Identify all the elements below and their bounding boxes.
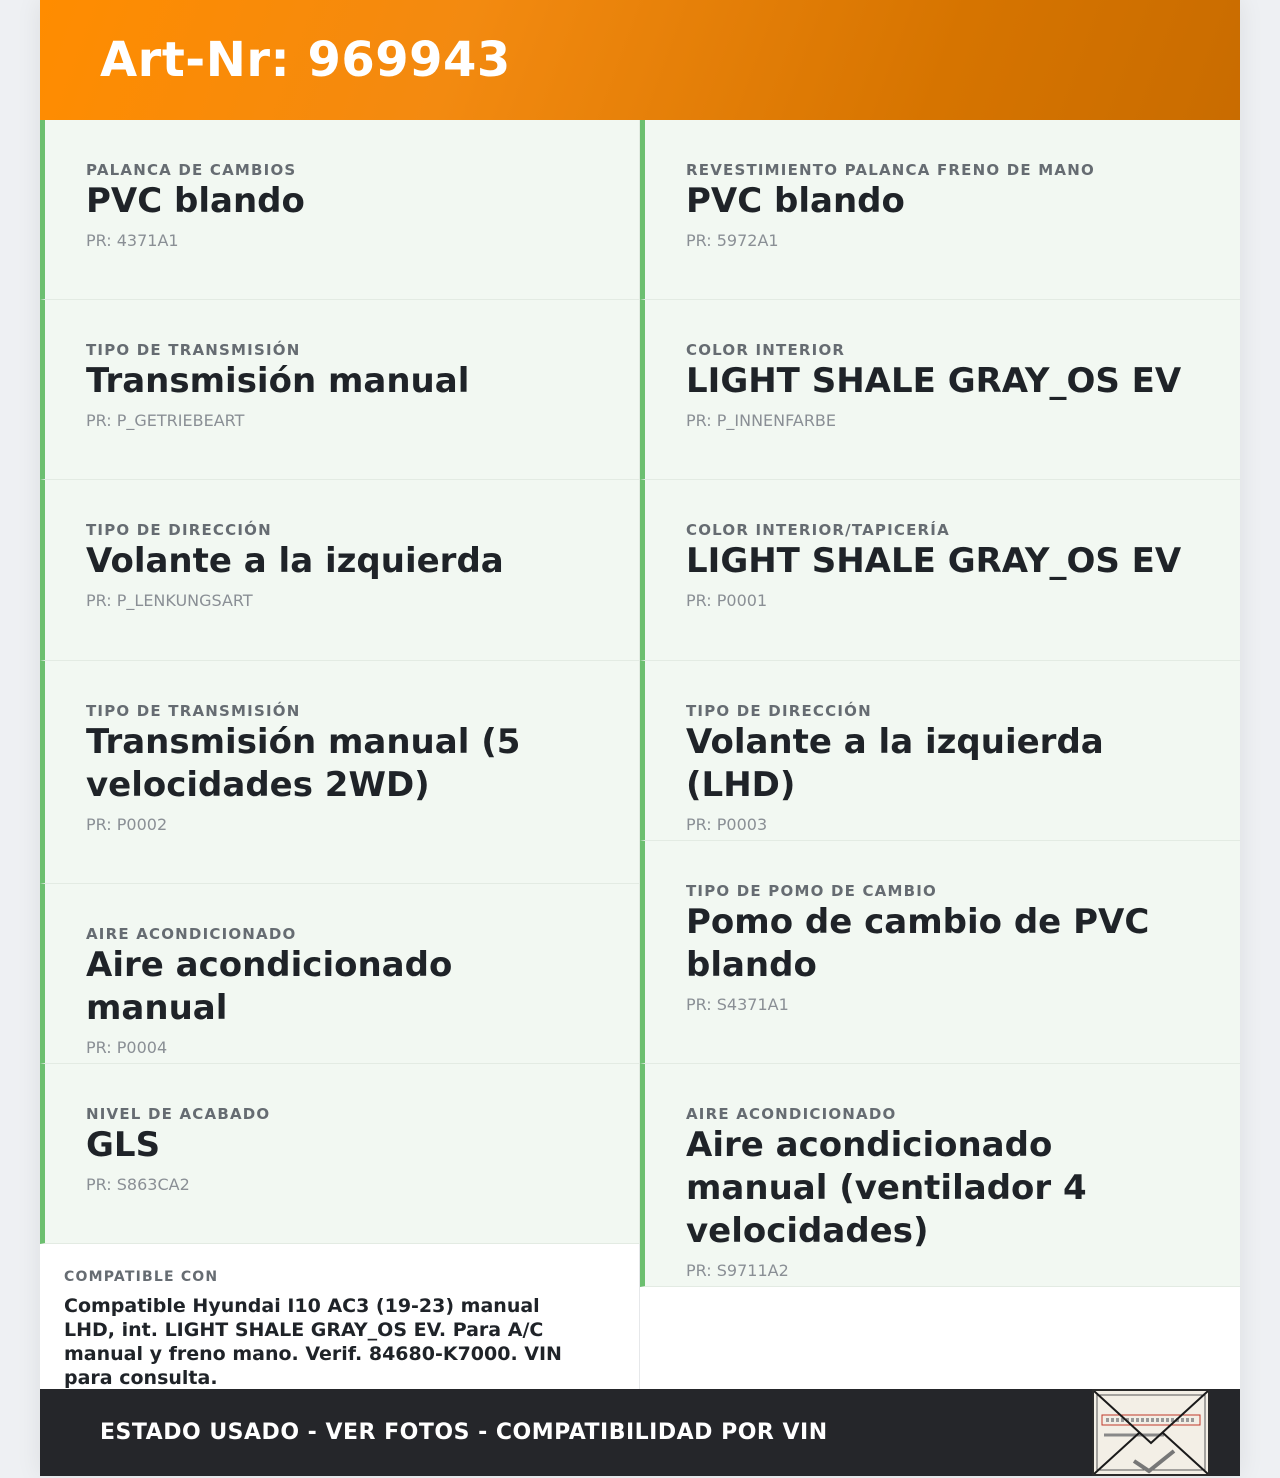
- spec-value: PVC blando: [686, 181, 905, 221]
- spec-cell: [640, 480, 1240, 661]
- article-number-title: Art-Nr: 969943: [100, 32, 511, 88]
- spec-label: NIVEL DE ACABADO: [86, 1105, 271, 1123]
- spec-value: LIGHT SHALE GRAY_OS EV: [686, 541, 1182, 581]
- spec-pr-code: PR: P_LENKUNGSART: [86, 591, 253, 610]
- spec-value: Aire acondicionado manual: [86, 945, 453, 1028]
- spec-label: COLOR INTERIOR: [686, 341, 846, 359]
- footer-text: ESTADO USADO - VER FOTOS - COMPATIBILIDAD POR VIN: [100, 1420, 828, 1445]
- footer-bar: [40, 1389, 1240, 1476]
- spec-pr-code: PR: P0003: [686, 815, 768, 834]
- spec-cell: [640, 841, 1240, 1064]
- spec-label: TIPO DE TRANSMISIÓN: [86, 341, 301, 359]
- spec-cell: [640, 300, 1240, 480]
- spec-label: AIRE ACONDICIONADO: [86, 925, 297, 943]
- spec-pr-code: PR: P_INNENFARBE: [686, 411, 837, 430]
- spec-column-left: [40, 120, 640, 1389]
- spec-value: LIGHT SHALE GRAY_OS EV: [686, 361, 1182, 401]
- spec-label: COLOR INTERIOR/TAPICERÍA: [686, 521, 950, 539]
- spec-label: TIPO DE DIRECCIÓN: [86, 521, 272, 539]
- spec-cell: [640, 661, 1240, 841]
- spec-cell: [40, 1064, 640, 1244]
- spec-label: TIPO DE TRANSMISIÓN: [86, 702, 301, 720]
- spec-cell: [40, 120, 640, 300]
- spec-label: PALANCA DE CAMBIOS: [86, 161, 297, 179]
- spec-pr-code: PR: S9711A2: [686, 1261, 789, 1280]
- spec-value: Volante a la izquierda (LHD): [686, 722, 1104, 805]
- compatible-label: COMPATIBLE CON: [64, 1269, 219, 1285]
- spec-pr-code: PR: 4371A1: [86, 231, 179, 250]
- spec-label: TIPO DE DIRECCIÓN: [686, 702, 872, 720]
- header-bar: [40, 0, 1240, 120]
- spec-pr-code: PR: 5972A1: [686, 231, 779, 250]
- spec-label: TIPO DE POMO DE CAMBIO: [686, 882, 937, 900]
- spec-cell: [40, 661, 640, 884]
- compatible-text: Compatible Hyundai I10 AC3 (19-23) manual LHD, int. LIGHT SHALE GRAY_OS EV. Para A/C manual y freno mano. Verif. 84680-K7000. VIN para consulta.: [64, 1295, 562, 1389]
- spec-sheet: [40, 0, 1240, 1476]
- spec-value: PVC blando: [86, 181, 305, 221]
- spec-value: Transmisión manual: [86, 361, 470, 401]
- spec-value: Volante a la izquierda: [86, 541, 504, 581]
- spec-value: Pomo de cambio de PVC blando: [686, 902, 1150, 985]
- spec-value: GLS: [86, 1125, 161, 1165]
- spec-pr-code: PR: S863CA2: [86, 1175, 190, 1194]
- compatible-section: [40, 1244, 640, 1389]
- spec-pr-code: PR: P_GETRIEBEART: [86, 411, 245, 430]
- spec-cell: [40, 480, 640, 661]
- spec-label: AIRE ACONDICIONADO: [686, 1105, 897, 1123]
- spec-cell: [640, 1064, 1240, 1287]
- spec-column-right: [640, 120, 1240, 1287]
- spec-value: Aire acondicionado manual (ventilador 4 velocidades): [686, 1125, 1087, 1251]
- spec-cell: [40, 884, 640, 1064]
- spec-pr-code: PR: P0002: [86, 815, 168, 834]
- spec-pr-code: PR: S4371A1: [686, 995, 789, 1014]
- spec-cell: [640, 120, 1240, 300]
- mail-stamp-icon: [1092, 1389, 1210, 1476]
- spec-pr-code: PR: P0001: [686, 591, 768, 610]
- spec-value: Transmisión manual (5 velocidades 2WD): [86, 722, 521, 805]
- spec-pr-code: PR: P0004: [86, 1038, 168, 1057]
- spec-grid: [40, 120, 1240, 1389]
- spec-label: REVESTIMIENTO PALANCA FRENO DE MANO: [686, 161, 1095, 179]
- spec-cell: [40, 300, 640, 480]
